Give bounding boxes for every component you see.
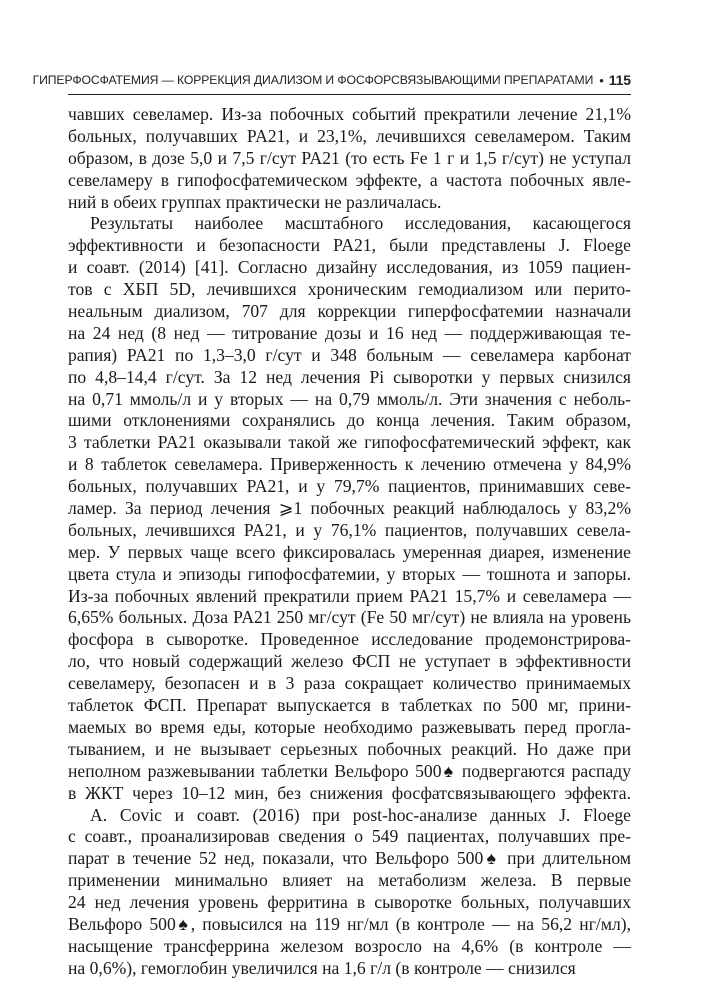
text-line: по 4,8–14,4 г/сут. За 12 нед лечения Pi сыворотки у первых снизился	[68, 366, 631, 387]
text-line: парат в течение 52 нед, показали, что Вельфоро 500♠ при длительном	[68, 848, 631, 869]
text-line: ламер. За период лечения ⩾1 побочных реакций наблюдалось у 83,2%	[68, 498, 631, 519]
text-line: и соавт. (2014) [41]. Согласно дизайну исследования, из 1059 пациен-	[68, 257, 631, 278]
text-line: тов с ХБП 5D, лечившихся хроническим гемодиализом или перито-	[68, 279, 631, 300]
text-line: на 24 нед (8 нед — титрование дозы и 16 нед — поддерживающая те-	[68, 322, 631, 343]
text-line: и 8 таблеток севеламера. Приверженность к лечению отмечена у 84,9%	[68, 454, 631, 475]
running-header	[32, 66, 631, 95]
text-line: образом, в дозе 5,0 и 7,5 г/сут PA21 (то есть Fe 1 г и 1,5 г/сут) не уступал	[68, 147, 631, 168]
text-line: чавших севеламер. Из-за побочных событий прекратили лечение 21,1%	[68, 104, 631, 124]
text-line: таблеток ФСП. Препарат выпускается в таблетках по 500 мг, прини-	[68, 695, 631, 716]
text-line: A. Covic и соавт. (2016) при post-hoc-анализе данных J. Floege	[90, 804, 631, 825]
text-line: севеламеру, безопасен и в 3 раза сокращает количество принимаемых	[68, 673, 631, 694]
text-line: больных, получавших PA21, и у 79,7% пациентов, принимавших севе-	[68, 476, 631, 497]
text-line: неальным диализом, 707 для коррекции гиперфосфатемии назначали	[68, 301, 631, 322]
text-line: севеламеру в гипофосфатемическом эффекте, а частота побочных явле-	[68, 169, 631, 190]
page-number: 115	[608, 72, 631, 88]
text-line: на 0,6%), гемоглобин увеличился на 1,6 г/л (в контроле — снизился	[68, 957, 576, 978]
text-line: ний в обеих группах практически не различалась.	[68, 191, 442, 212]
text-line: в ЖКТ через 10–12 мин, без снижения фосфатсвязывающего эффекта.	[68, 782, 631, 803]
header-title: ГИПЕРФОСФАТЕМИЯ — КОРРЕКЦИЯ ДИАЛИЗОМ И ФОСФОРСВЯЗЫВАЮЩИМИ ПРЕПАРАТАМИ	[32, 73, 594, 87]
header-bullet: •	[599, 72, 604, 88]
text-line: с соавт., проанализировав сведения о 549 пациентах, получавших пре-	[68, 826, 631, 847]
text-line: мер. У первых чаще всего фиксировалась умеренная диарея, изменение	[68, 541, 631, 562]
body-text	[68, 104, 631, 980]
text-line: больных, лечившихся PA21, и у 76,1% пациентов, получавших севела-	[68, 519, 631, 540]
text-line: 3 таблетки PA21 оказывали такой же гипофосфатемический эффект, как	[68, 432, 631, 453]
text-line: шими отклонениями сохранялись до конца лечения. Таким образом,	[68, 410, 631, 431]
text-line: цвета стула и эпизоды гипофосфатемии, у вторых — тошнота и запоры.	[68, 563, 631, 584]
text-line: 6,65% больных. Доза PA21 250 мг/сут (Fe 50 мг/сут) не влияла на уровень	[68, 607, 631, 628]
text-line: Вельфоро 500♠, повысился на 119 нг/мл (в контроле — на 56,2 нг/мл),	[68, 913, 631, 934]
text-line: насыщение трансферрина железом возросло на 4,6% (в контроле —	[68, 935, 631, 956]
text-line: 24 нед лечения уровень ферритина в сыворотке больных, получавших	[68, 892, 631, 913]
text-line: применении минимально влияет на метаболизм железа. В первые	[68, 870, 631, 891]
text-line: фосфора в сыворотке. Проведенное исследование продемонстрирова-	[68, 629, 631, 650]
text-line: тыванием, и не вызывает серьезных побочных реакций. Но даже при	[68, 738, 631, 759]
text-line: Из-за побочных явлений прекратили прием PA21 15,7% и севеламера —	[68, 585, 631, 606]
text-line: на 0,71 ммоль/л и у вторых — на 0,79 ммоль/л. Эти значения с неболь-	[68, 388, 631, 409]
text-line: рапия) PA21 по 1,3–3,0 г/сут и 348 больным — севеламера карбонат	[68, 344, 631, 365]
text-line: больных, получавших PA21, и 23,1%, лечившихся севеламером. Таким	[68, 125, 631, 146]
text-line: Результаты наиболее масштабного исследования, касающегося	[90, 213, 631, 234]
text-line: неполном разжевывании таблетки Вельфоро 500♠ подвергаются распаду	[68, 760, 631, 781]
text-line: эффективности и безопасности PA21, были представлены J. Floege	[68, 235, 631, 256]
text-line: маемых во время еды, которые необходимо разжевывать перед проглa-	[68, 716, 631, 737]
text-line: ло, что новый содержащий железо ФСП не уступает в эффективности	[68, 651, 631, 672]
